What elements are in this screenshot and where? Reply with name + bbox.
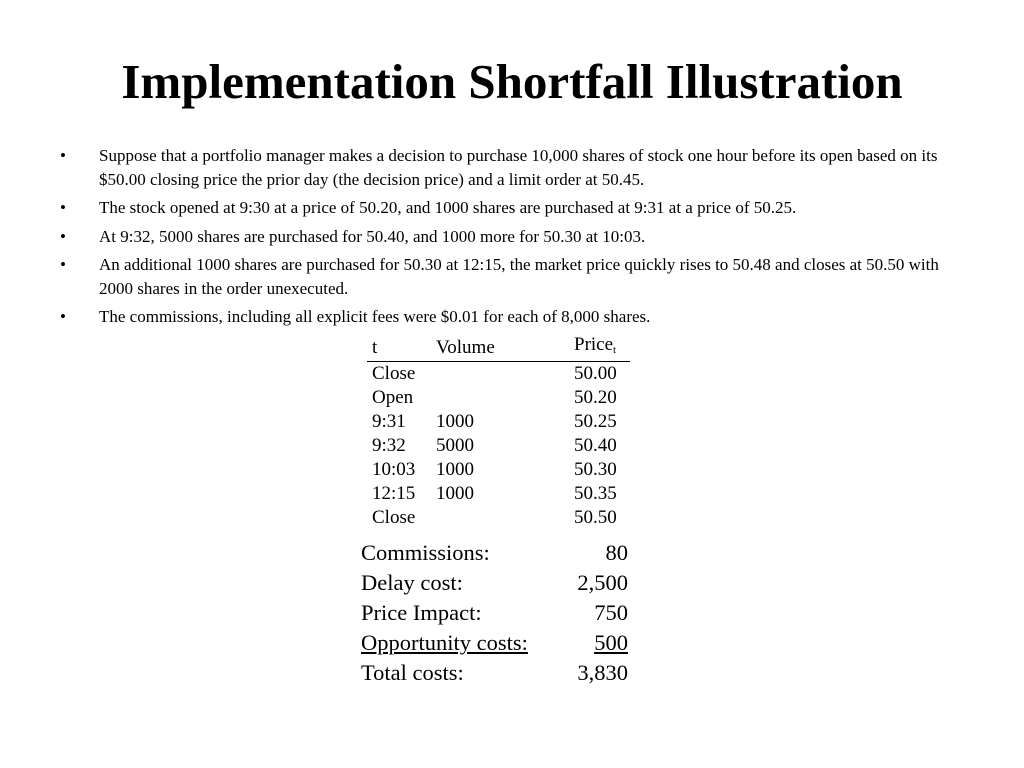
table-header-row: [367, 334, 630, 362]
cell-time: 12:15: [372, 483, 416, 504]
cell-time: 10:03: [372, 459, 416, 480]
bullet-text: An additional 1000 shares are purchased for 50.30 at 12:15, the market price quickly rises to 50.48 and closes at 50.50 with 2000 shares in the order unexecuted.: [99, 255, 939, 298]
column-header-volume: Volume: [436, 334, 574, 362]
cost-value: 500: [594, 630, 628, 655]
cell-price: 50.20: [574, 387, 617, 408]
cell-time: Close: [372, 507, 416, 528]
bullet-dot-icon: •: [60, 255, 66, 274]
cost-label: Price Impact:: [361, 600, 482, 625]
table-row: [367, 506, 630, 530]
table-row: [367, 434, 630, 458]
price-table: [367, 334, 630, 530]
cell-price: 50.50: [574, 507, 617, 528]
table-row: [367, 482, 630, 506]
cost-row-price-impact: [361, 598, 628, 628]
cell-time: Open: [372, 387, 414, 408]
cell-volume: 5000: [436, 435, 474, 456]
cell-price: 50.35: [574, 483, 617, 504]
cost-row-opportunity: [361, 628, 628, 658]
cost-label: Opportunity costs:: [361, 630, 528, 655]
bullet-item: [56, 225, 956, 249]
cost-value: 750: [594, 600, 628, 625]
table-row: [367, 410, 630, 434]
bullet-item: [56, 196, 956, 220]
bullet-item: [56, 305, 956, 329]
price-header-subscript: t: [613, 344, 617, 356]
cell-price: 50.00: [574, 363, 617, 384]
bullet-text: The commissions, including all explicit fees were $0.01 for each of 8,000 shares.: [99, 307, 651, 326]
cost-row-delay: [361, 568, 628, 598]
bullet-text: Suppose that a portfolio manager makes a decision to purchase 10,000 shares of stock one hour before its open based on its $50.00 closing price the prior day (the decision price) and a limit order at 50.45.: [99, 146, 938, 189]
cell-volume: [436, 386, 574, 410]
cost-label: Delay cost:: [361, 570, 463, 595]
price-header-text: Price: [574, 334, 614, 355]
bullet-dot-icon: •: [60, 146, 66, 165]
table-row: [367, 458, 630, 482]
cell-volume: 1000: [436, 483, 474, 504]
cell-price: 50.25: [574, 411, 617, 432]
cost-label: Total costs:: [361, 660, 464, 685]
cell-volume: [436, 362, 574, 387]
cell-time: 9:31: [372, 411, 406, 432]
bullet-dot-icon: •: [60, 307, 66, 326]
cell-volume: 1000: [436, 411, 474, 432]
cell-time: Close: [372, 363, 416, 384]
bullet-text: At 9:32, 5000 shares are purchased for 50.40, and 1000 more for 50.30 at 10:03.: [99, 226, 646, 246]
cost-label: Commissions:: [361, 540, 490, 565]
cell-price: 50.40: [574, 435, 617, 456]
cost-row-commissions: [361, 538, 628, 568]
cost-value: 3,830: [577, 660, 628, 685]
table-row: [367, 386, 630, 410]
cost-summary: [361, 538, 628, 688]
bullet-text: The stock opened at 9:30 at a price of 50.20, and 1000 shares are purchased at 9:31 at a price of 50.25.: [99, 198, 797, 217]
bullet-dot-icon: •: [60, 198, 66, 217]
bullet-list: [56, 144, 956, 334]
cell-price: 50.30: [574, 459, 617, 480]
column-header-price: [574, 334, 630, 362]
cell-volume: [436, 506, 574, 530]
slide-title: Implementation Shortfall Illustration: [121, 54, 903, 109]
cell-volume: 1000: [436, 459, 474, 480]
column-header-t: t: [367, 334, 436, 362]
cost-value: 2,500: [577, 570, 628, 595]
table-row: [367, 362, 630, 387]
bullet-item: [56, 253, 956, 300]
bullet-dot-icon: •: [60, 226, 66, 246]
cost-row-total: [361, 658, 628, 688]
cell-time: 9:32: [372, 435, 406, 456]
cost-value: 80: [605, 540, 628, 565]
bullet-item: [56, 144, 956, 191]
